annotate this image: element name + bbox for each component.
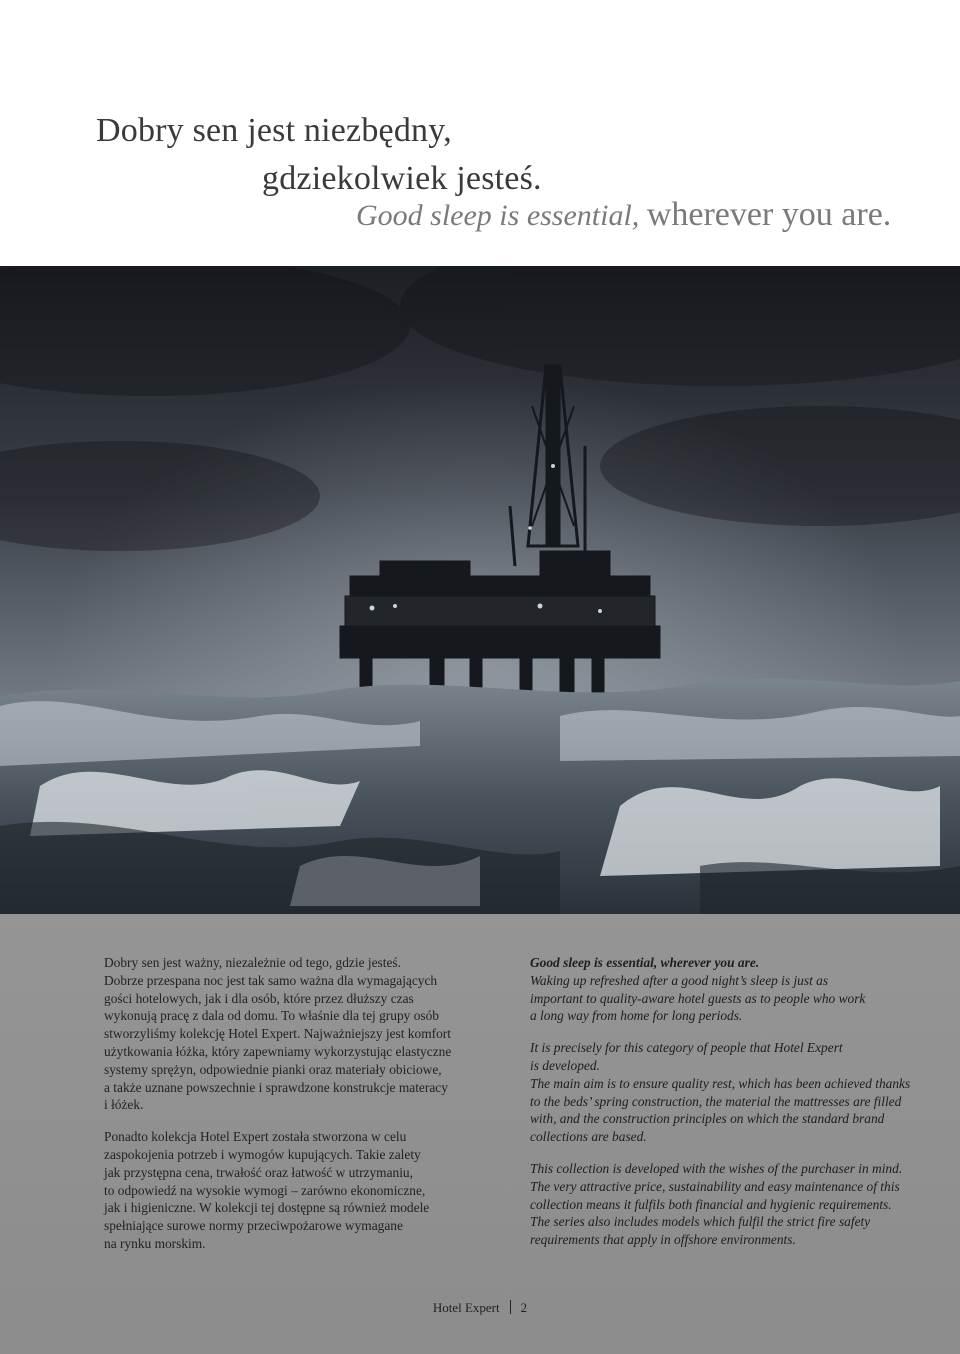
text-line: systemy sprężyn, odpowiednie pianki oraz materiały obiciowe, [104,1061,442,1077]
text-line: with, and the construction principles on which the standard brand [530,1111,885,1127]
text-line: collection means it fulfils both financial and hygienic requirements. [530,1196,892,1212]
text-line: użytkowania łóżka, który zapewniamy wykorzystując elastyczne [104,1043,452,1059]
text-line: na rynku morskim. [104,1235,206,1251]
text-line: Ponadto kolekcja Hotel Expert została stworzona w celu [104,1129,407,1145]
header-area [0,0,960,266]
column-en [530,954,910,1263]
text-line: collections are based. [530,1129,647,1145]
headline-pl-line1: Dobry sen jest niezbędny, [96,112,452,149]
text-line: stworzyliśmy kolekcję Hotel Expert. Najważniejszy jest komfort [104,1026,451,1042]
text-panel [0,914,960,1354]
paragraph-en-3 [530,1160,910,1249]
oil-rig-photo [0,266,960,914]
text-line: jak przystępna cena, trwałość oraz łatwość w utrzymaniu, [104,1164,413,1180]
footer-brand: Hotel Expert [432,1300,500,1315]
headline-en [356,196,891,234]
text-line: Dobrze przespana noc jest tak samo ważna dla wymagających [104,972,438,988]
text-line: This collection is developed with the wishes of the purchaser in mind. [530,1160,903,1176]
paragraph-en-1 [530,954,910,1025]
text-line: Dobry sen jest ważny, niezależnie od tego, gdzie jesteś. [104,955,401,970]
paragraph-pl-2 [104,1128,484,1253]
text-line: important to quality-aware hotel guests as to people who work [530,990,866,1006]
text-line: It is precisely for this category of people that Hotel Expert [530,1040,843,1056]
footer-separator [510,1300,511,1314]
oil-rig-illustration [0,266,960,914]
text-line: a także uznane powszechnie i sprawdzone konstrukcje materacy [104,1079,448,1095]
text-line: to the beds’ spring construction, the material the mattresses are filled [530,1093,902,1109]
text-line: requirements that apply in offshore environments. [530,1232,796,1248]
text-line: spełniające surowe normy przeciwpożarowe wymagane [104,1218,403,1234]
text-line: a long way from home for long periods. [530,1008,743,1024]
text-line: gości hotelowych, jak i dla osób, które przez dłuższy czas [104,990,414,1006]
text-line: zaspokojenia potrzeb i wymogów kupujących. Takie zalety [104,1146,421,1162]
text-line: The series also includes models which fulfil the strict fire safety [530,1214,871,1230]
page-footer [0,1300,960,1316]
column-pl [104,954,484,1267]
page-number: 2 [520,1300,528,1315]
text-line: i łóżek. [104,1097,144,1113]
headline-en-part2: wherever you are. [646,196,892,233]
text-line: to odpowiedź na wysokie wymogi – zarówno ekonomiczne, [104,1182,426,1198]
paragraph-pl-1 [104,954,484,1114]
text-line: jak i higieniczne. W kolekcji tej dostępne są również modele [104,1200,430,1216]
text-line-lead: Good sleep is essential, wherever you are. [530,955,760,970]
text-line: The main aim is to ensure quality rest, which has been achieved thanks [530,1075,911,1091]
paragraph-en-2 [530,1039,910,1146]
text-line: wykonują pracę z dala od domu. To właśnie dla tej grupy osób [104,1008,439,1024]
text-line: Waking up refreshed after a good night’s sleep is just as [530,972,829,988]
text-line: is developed. [530,1057,600,1073]
headline-pl-line2: gdziekolwiek jesteś. [262,160,542,197]
text-line: The very attractive price, sustainability and easy maintenance of this [530,1178,900,1194]
headline-en-part1: Good sleep is essential, [356,199,640,232]
